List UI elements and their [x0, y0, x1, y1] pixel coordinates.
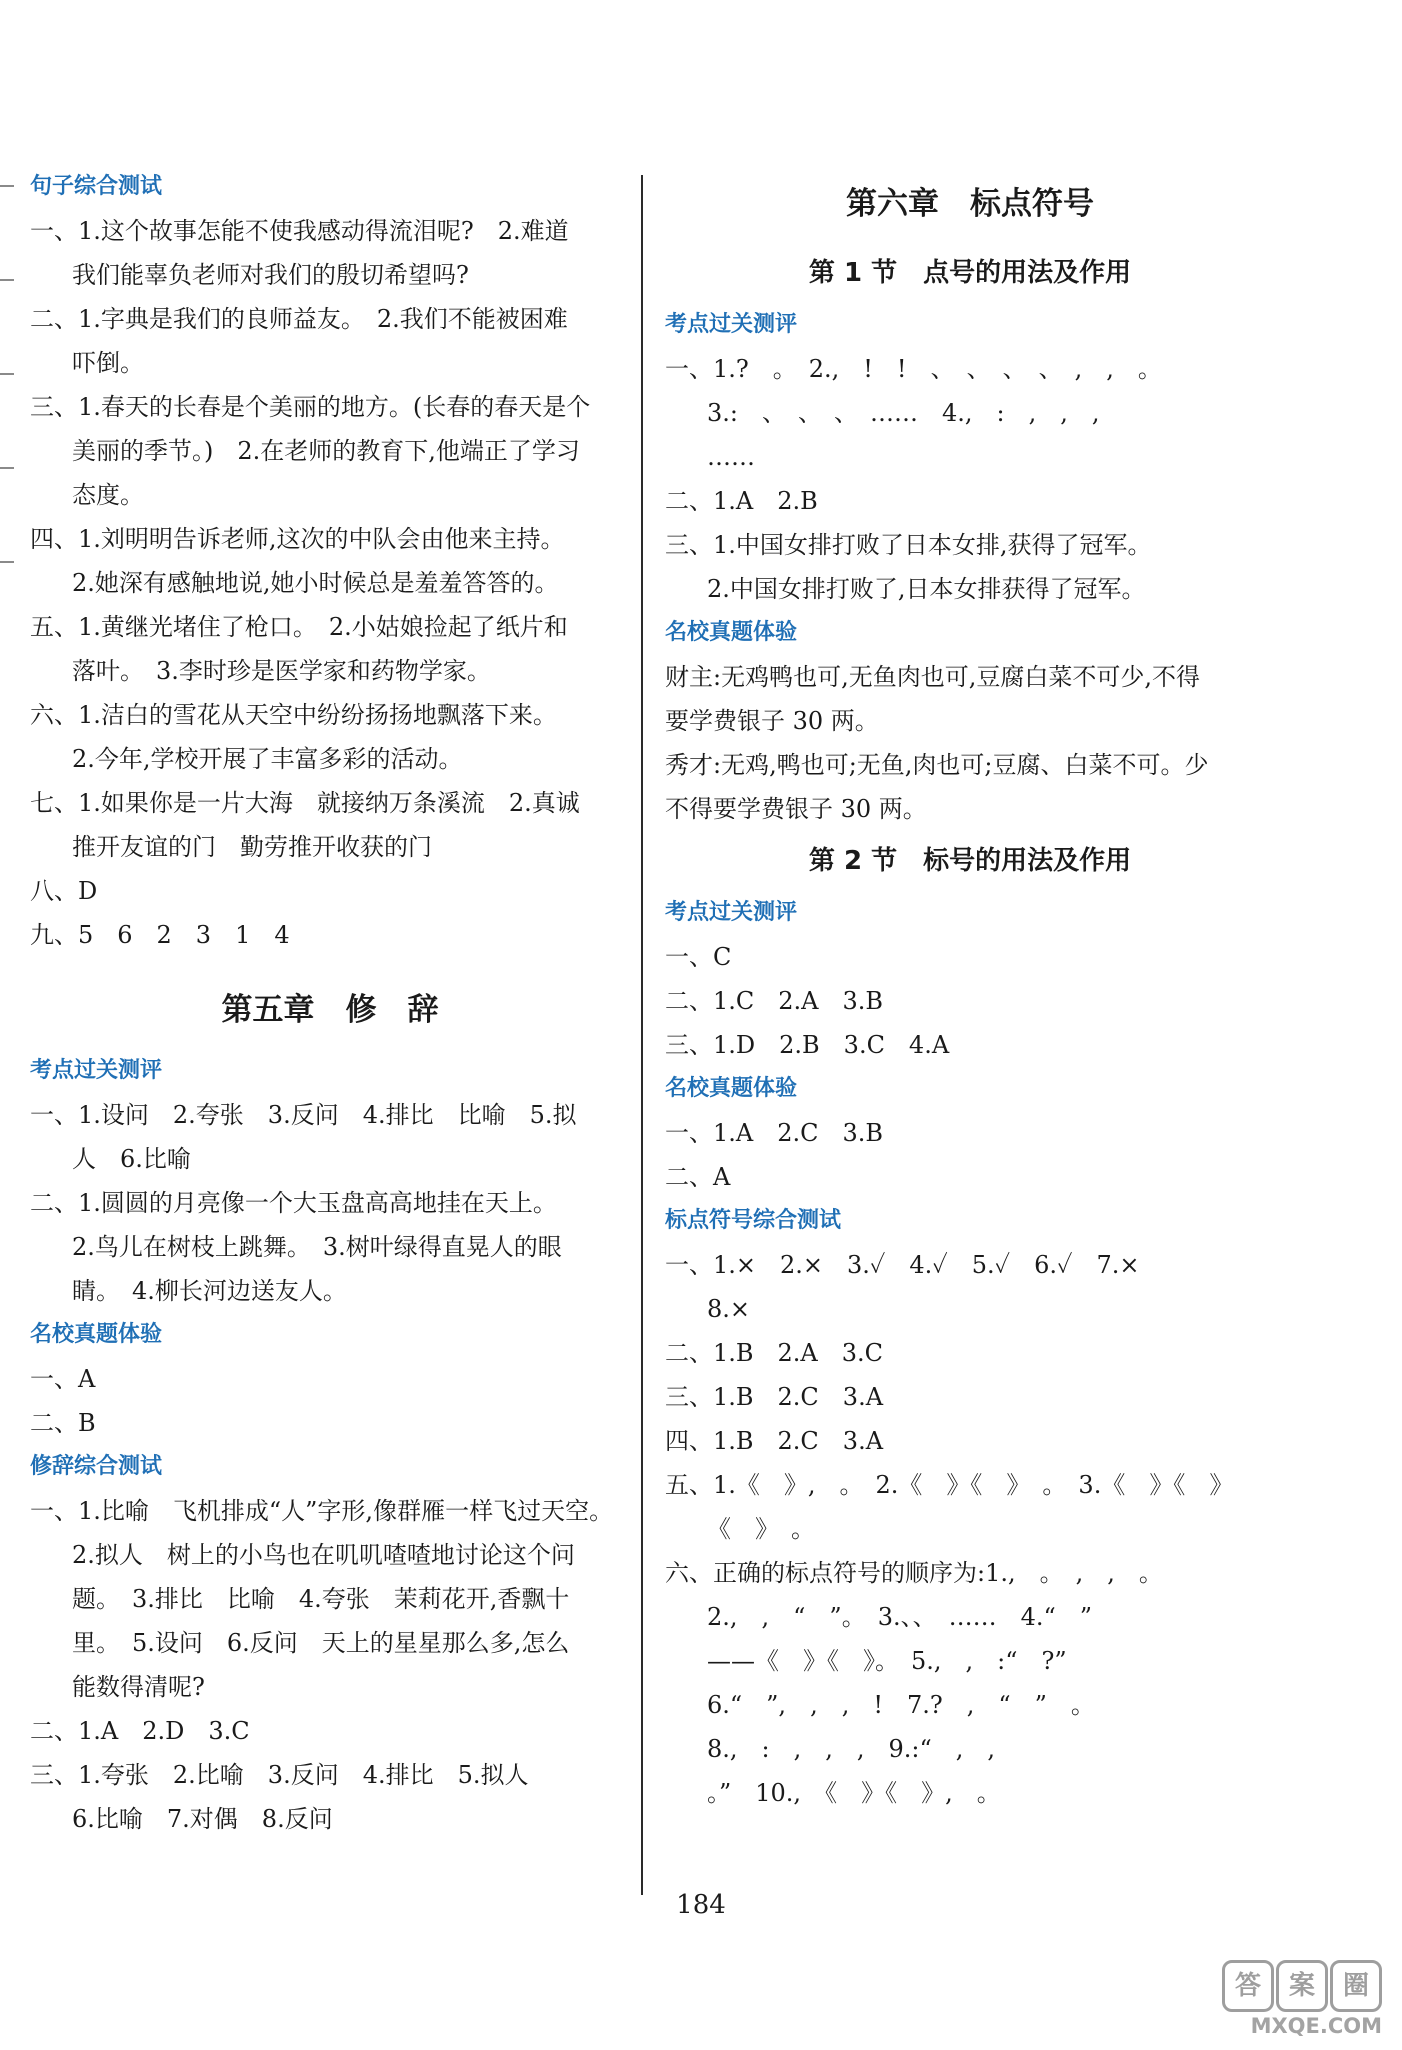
answer-line: 态度。	[72, 481, 144, 509]
answer-line: 美丽的季节。) 2.在老师的教育下,他端正了学习	[72, 437, 580, 465]
section-heading-exam-points: 考点过关测评	[30, 1058, 163, 1083]
answer-line: 二、1.A 2.D 3.C	[30, 1717, 250, 1745]
answer-line: 。” 10., 《 》《 》, 。	[707, 1779, 1001, 1807]
answer-line: 一、1.这个故事怎能不使我感动得流泪呢? 2.难道	[30, 217, 569, 245]
answer-line: 要学费银子 30 两。	[665, 707, 879, 735]
answer-line: 推开友谊的门 勤劳推开收获的门	[72, 833, 432, 861]
answer-line: 一、1.? 。 2., ! ! 、 、 、 、 , , 。	[665, 355, 1162, 383]
answer-line: 六、正确的标点符号的顺序为:1., 。 , , 。	[665, 1559, 1163, 1587]
binding-margin-marks	[0, 185, 14, 685]
watermark-url: MXQE.COM	[1250, 2014, 1382, 2038]
answer-line: 秀才:无鸡,鸭也可;无鱼,肉也可;豆腐、白菜不可。少	[665, 751, 1209, 779]
answer-line: 财主:无鸡鸭也可,无鱼肉也可,豆腐白菜不可少,不得	[665, 663, 1200, 691]
answer-line: 二、1.字典是我们的良师益友。 2.我们不能被困难	[30, 305, 568, 333]
answer-line: 2.中国女排打败了,日本女排获得了冠军。	[707, 575, 1146, 603]
answer-line: 睛。 4.柳长河边送友人。	[72, 1277, 347, 1305]
watermark-logo	[1202, 1960, 1382, 2012]
answer-line: 五、1.《 》, 。 2.《 》《 》 。 3.《 》《 》	[665, 1471, 1234, 1499]
answer-line: 能数得清呢?	[72, 1673, 205, 1701]
answer-line: 6.“ ”, , , ! 7.? , “ ” 。	[707, 1691, 1095, 1719]
answer-line: 九、5 6 2 3 1 4	[30, 921, 290, 949]
answer-line: 3.: 、 、 、 …… 4., : , , ,	[707, 399, 1100, 427]
answer-line: ——《 》《 》。 5., , :“ ?”	[707, 1647, 1067, 1675]
answer-line: 题。 3.排比 比喻 4.夸张 茉莉花开,香飘十	[72, 1585, 570, 1613]
answer-line: 2., , “ ”。 3.、、 …… 4.“ ”	[707, 1603, 1093, 1631]
answer-line: 七、1.如果你是一片大海 就接纳万条溪流 2.真诚	[30, 789, 580, 817]
answer-line: 我们能辜负老师对我们的殷切希望吗?	[72, 261, 469, 289]
section-heading-rhetoric-test: 修辞综合测试	[30, 1454, 163, 1479]
section-heading-punctuation-test: 标点符号综合测试	[665, 1208, 842, 1233]
watermark-char: 答	[1222, 1960, 1274, 2012]
right-column	[665, 165, 1275, 1815]
section-heading-exam-points: 考点过关测评	[665, 312, 798, 337]
chapter-title-6: 第六章 标点符号	[846, 186, 1094, 222]
answer-line: 2.拟人 树上的小鸟也在叽叽喳喳地讨论这个问	[72, 1541, 575, 1569]
watermark	[1202, 1960, 1382, 2038]
answer-line: 三、1.B 2.C 3.A	[665, 1383, 884, 1411]
section-heading-school-exam: 名校真题体验	[665, 620, 798, 645]
answer-line: 二、B	[30, 1409, 96, 1437]
answer-line: 一、A	[30, 1365, 96, 1393]
answer-line: 三、1.D 2.B 3.C 4.A	[665, 1031, 950, 1059]
section-heading-school-exam: 名校真题体验	[30, 1322, 163, 1347]
answer-line: 二、1.圆圆的月亮像一个大玉盘高高地挂在天上。	[30, 1189, 557, 1217]
answer-line: 一、1.设问 2.夸张 3.反问 4.排比 比喻 5.拟	[30, 1101, 577, 1129]
watermark-char: 圈	[1330, 1960, 1382, 2012]
answer-line: 六、1.洁白的雪花从天空中纷纷扬扬地飘落下来。	[30, 701, 557, 729]
chapter-title-5: 第五章 修 辞	[221, 992, 439, 1028]
answer-line: 6.比喻 7.对偶 8.反问	[72, 1805, 333, 1833]
answer-line: 一、1.× 2.× 3.✓ 4.✓ 5.✓ 6.✓ 7.×	[665, 1251, 1140, 1279]
column-divider	[641, 175, 643, 1895]
answer-line: 2.今年,学校开展了丰富多彩的活动。	[72, 745, 463, 773]
answer-line: 八、D	[30, 877, 98, 905]
answer-line: 《 》 。	[707, 1515, 815, 1543]
answer-line: 吓倒。	[72, 349, 144, 377]
answer-line: 二、1.A 2.B	[665, 487, 818, 515]
answer-line: 四、1.B 2.C 3.A	[665, 1427, 884, 1455]
answer-line: 三、1.春天的长春是个美丽的地方。(长春的春天是个	[30, 393, 591, 421]
section-heading-exam-points: 考点过关测评	[665, 900, 798, 925]
answer-line: 二、1.C 2.A 3.B	[665, 987, 884, 1015]
answer-line: 五、1.黄继光堵住了枪口。 2.小姑娘捡起了纸片和	[30, 613, 568, 641]
answer-line: 2.她深有感触地说,她小时候总是羞羞答答的。	[72, 569, 559, 597]
section-heading-sentence-test: 句子综合测试	[30, 174, 163, 199]
answer-line: 一、1.比喻 飞机排成“人”字形,像群雁一样飞过天空。	[30, 1497, 614, 1525]
answer-line: 2.鸟儿在树枝上跳舞。 3.树叶绿得直晃人的眼	[72, 1233, 562, 1261]
answer-line: 人 6.比喻	[72, 1145, 191, 1173]
left-column	[30, 165, 630, 1841]
answer-line: ……	[707, 443, 755, 471]
answer-line: 一、1.A 2.C 3.B	[665, 1119, 884, 1147]
answer-line: 8., : , , , 9.:“ , ,	[707, 1735, 996, 1763]
answer-line: 四、1.刘明明告诉老师,这次的中队会由他来主持。	[30, 525, 565, 553]
answer-line: 三、1.中国女排打败了日本女排,获得了冠军。	[665, 531, 1152, 559]
answer-line: 落叶。 3.李时珍是医学家和药物学家。	[72, 657, 491, 685]
answer-line: 一、C	[665, 943, 732, 971]
page-number: 184	[676, 1890, 726, 1920]
answer-line: 三、1.夸张 2.比喻 3.反问 4.排比 5.拟人	[30, 1761, 529, 1789]
section-heading-school-exam: 名校真题体验	[665, 1076, 798, 1101]
answer-line: 里。 5.设问 6.反问 天上的星星那么多,怎么	[72, 1629, 570, 1657]
section-title-2: 第 2 节 标号的用法及作用	[808, 846, 1132, 876]
watermark-char: 案	[1276, 1960, 1328, 2012]
answer-line: 二、A	[665, 1163, 731, 1191]
section-title-1: 第 1 节 点号的用法及作用	[808, 258, 1132, 288]
answer-line: 二、1.B 2.A 3.C	[665, 1339, 884, 1367]
answer-line: 不得要学费银子 30 两。	[665, 795, 927, 823]
answer-line: 8.×	[707, 1295, 751, 1323]
